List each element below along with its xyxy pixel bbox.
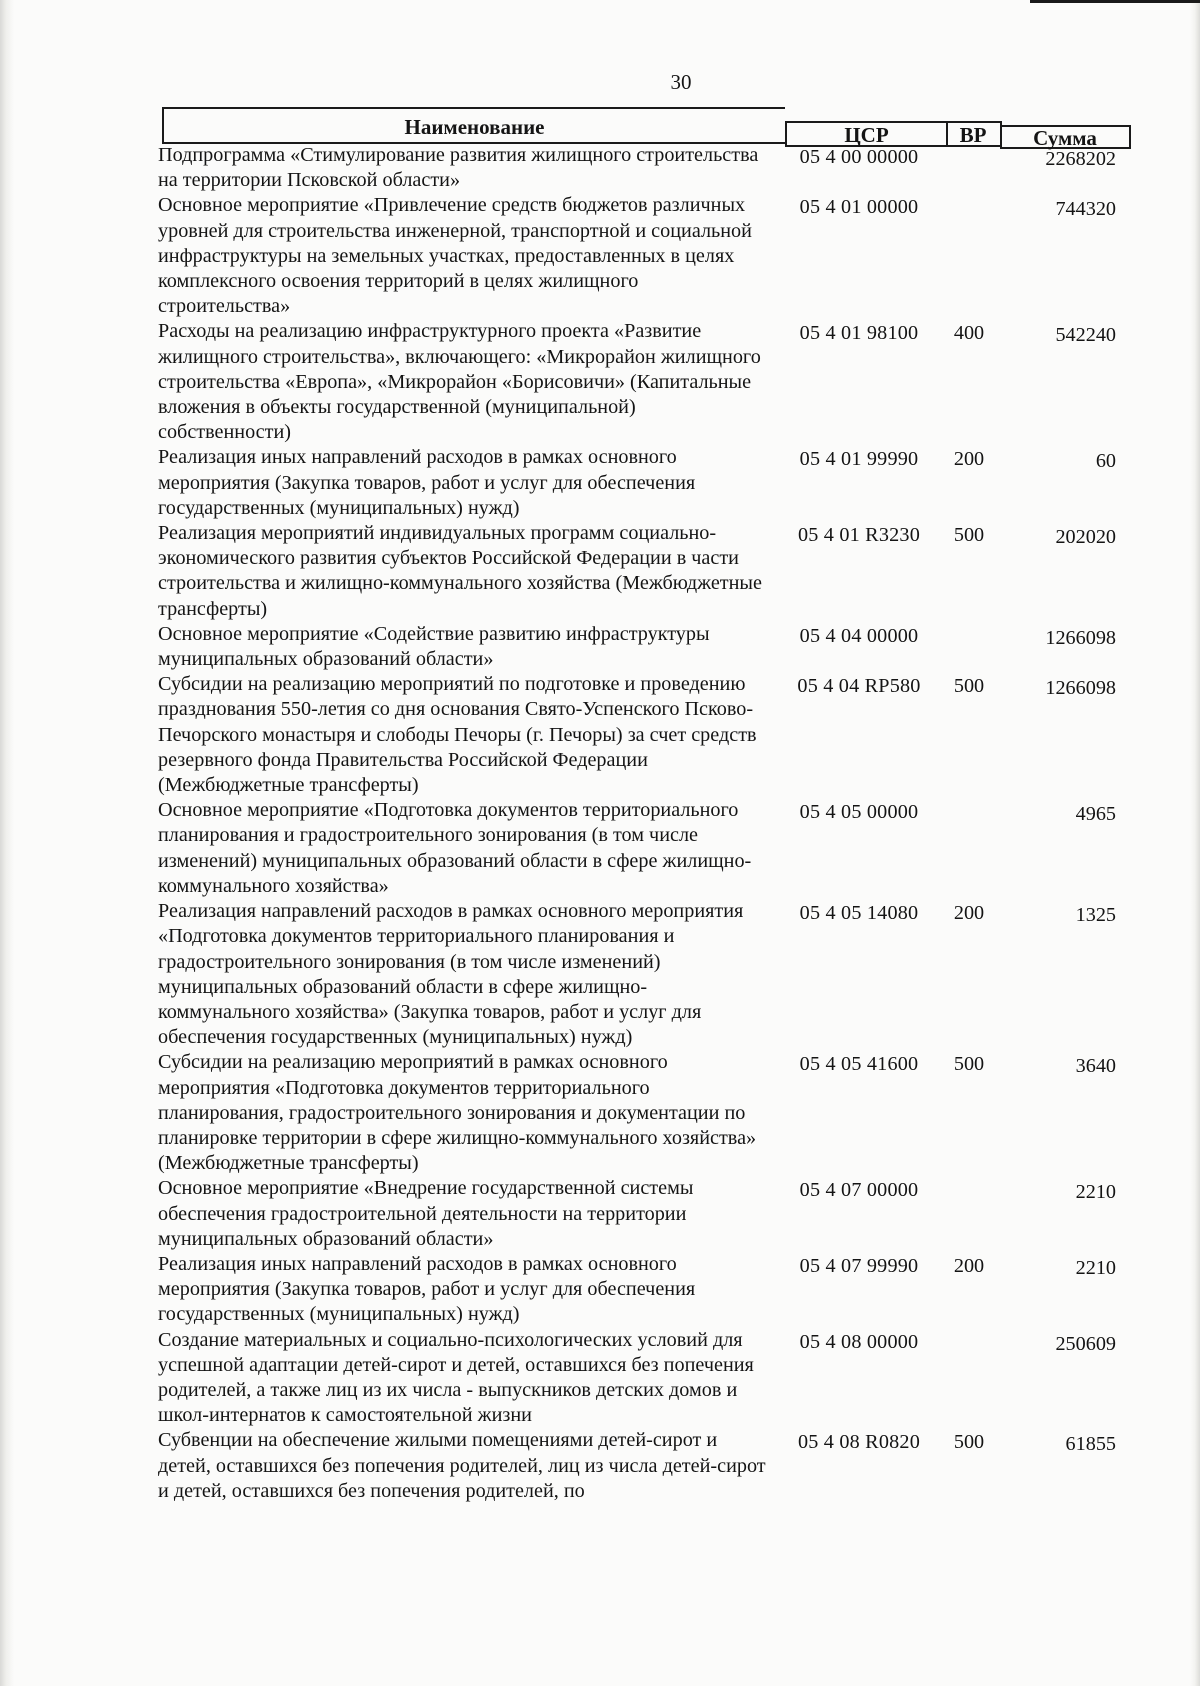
row-csr: 05 4 07 00000 — [799, 1179, 919, 1202]
row-csr: 05 4 07 99990 — [799, 1254, 919, 1277]
row-name: Реализация иных направлений расходов в рамках основного мероприятия (Закупка товаров, работ и услуг для обеспечения государственных (муниципальных) нужд) — [158, 446, 696, 519]
row-name: Основное мероприятие «Внедрение государственной системы обеспечения градостроительной деятельности на территории муниципальных образований области» — [158, 1177, 694, 1250]
row-csr: 05 4 08 00000 — [799, 1330, 919, 1353]
row-name: Реализация иных направлений расходов в рамках основного мероприятия (Закупка товаров, работ и услуг для обеспечения государственных (муниципальных) нужд) — [158, 1252, 696, 1326]
table-row — [158, 1252, 1138, 1328]
row-sum: 60 — [1095, 450, 1116, 473]
row-vr: 200 — [953, 902, 985, 925]
table-row — [158, 319, 1138, 445]
row-csr: 05 4 05 41600 — [799, 1053, 919, 1076]
table-row — [158, 798, 1138, 899]
row-csr: 05 4 00 00000 — [799, 146, 919, 168]
row-csr: 05 4 04 RP580 — [797, 675, 921, 698]
row-name: Основное мероприятие «Содействие развитию инфраструктуры муниципальных образований области» — [158, 622, 710, 671]
row-csr: 05 4 01 R3230 — [797, 524, 921, 547]
row-name: Субсидии на реализацию мероприятий по подготовке и проведению празднования 550-летия со дня основания Свято-Успенского Псково-Печорского монастыря и слободы Печоры (г. Печоры) за счет средств резервного фонда Правительства Российской Федерации (Межбюджетные трансферты) — [158, 673, 757, 797]
table-row — [158, 143, 1138, 193]
row-sum: 4965 — [1075, 803, 1116, 826]
row-name: Подпрограмма «Стимулирование развития жилищного строительства на территории Псковской области» — [158, 144, 759, 192]
table-row — [158, 1050, 1138, 1176]
row-vr — [940, 622, 998, 624]
row-sum: 2210 — [1075, 1181, 1116, 1204]
row-vr: 200 — [953, 1254, 985, 1277]
row-vr — [940, 193, 998, 195]
row-vr — [940, 798, 998, 800]
table-header — [162, 107, 1132, 150]
table-row — [158, 899, 1138, 1050]
column-header-csr: ЦСР — [785, 121, 948, 147]
row-sum: 61855 — [1065, 1433, 1116, 1456]
row-sum: 1266098 — [1045, 626, 1116, 649]
row-name: Основное мероприятие «Подготовка документов территориального планирования и градостроительного зонирования (в том числе изменений) муниципальных образований области в сфере жилищно-коммунального хозяйства» — [158, 799, 752, 897]
row-csr: 05 4 01 00000 — [799, 196, 919, 219]
row-vr: 500 — [953, 524, 985, 547]
row-vr: 200 — [953, 448, 985, 471]
row-csr: 05 4 01 99990 — [799, 448, 919, 471]
row-name: Субсидии на реализацию мероприятий в рамках основного мероприятия «Подготовка документов территориального планирования, градостроительного зонирования и документации по планировке территории в сфере жилищно-коммунального хозяйства» (Межбюджетные трансферты) — [158, 1051, 757, 1175]
row-vr: 500 — [953, 1431, 985, 1454]
budget-table-body — [158, 143, 1138, 1504]
table-row — [158, 672, 1138, 798]
row-name: Реализация мероприятий индивидуальных программ социально-экономического развития субъектов Российской Федерации в части строительства и жилищно-коммунального хозяйства (Межбюджетные трансферты) — [158, 522, 762, 620]
row-csr: 05 4 08 R0820 — [797, 1431, 921, 1454]
table-row — [158, 1328, 1138, 1429]
column-header-vr: ВР — [946, 121, 1002, 147]
row-csr: 05 4 05 14080 — [799, 902, 919, 925]
row-name: Субвенции на обеспечение жилыми помещениями детей-сирот и детей, оставшихся без попечения родителей, лиц из числа детей-сирот и детей, оставшихся без попечения родителей, по — [158, 1429, 766, 1502]
row-sum: 744320 — [1055, 198, 1116, 221]
row-name: Основное мероприятие «Привлечение средств бюджетов различных уровней для строительства инженерной, транспортной и социальной инфраструктуры на земельных участках, предоставленных в целях комплексного освоения территорий в целях жилищного строительства» — [158, 194, 752, 318]
row-sum: 3640 — [1075, 1055, 1116, 1078]
row-name: Реализация направлений расходов в рамках основного мероприятия «Подготовка документов территориального планирования и градостроительного зонирования (в том числе изменений) муниципальных образований области в сфере жилищно-коммунального хозяйства» (Закупка товаров, работ и услуг для обеспечения государственных (муниципальных) нужд) — [158, 900, 744, 1049]
table-row — [158, 521, 1138, 622]
row-sum: 2210 — [1075, 1256, 1116, 1279]
scan-edge-left — [0, 0, 14, 1686]
table-row — [158, 1428, 1138, 1504]
row-sum: 2268202 — [1045, 148, 1116, 170]
row-vr — [940, 143, 998, 145]
page-number: 30 — [670, 70, 692, 94]
row-vr: 500 — [953, 675, 985, 698]
column-header-sum: Сумма — [1000, 125, 1131, 149]
row-vr — [940, 1176, 998, 1178]
table-row — [158, 1176, 1138, 1252]
row-csr: 05 4 05 00000 — [799, 801, 919, 824]
row-sum: 202020 — [1055, 526, 1116, 549]
row-name: Расходы на реализацию инфраструктурного проекта «Развитие жилищного строительства», включающего: «Микрорайон жилищного строительства «Европа», «Микрорайон «Борисовичи» (Капитальные вложения в объекты государственной (муниципальной) собственности) — [158, 320, 761, 444]
column-header-name: Наименование — [162, 107, 785, 144]
row-name: Создание материальных и социально-психологических условий для успешной адаптации детей-сирот и детей, оставшихся без попечения родителей, а также лиц из их числа - выпускников детских домов и школ-интернатов к самостоятельной жизни — [158, 1328, 754, 1427]
row-vr — [940, 1328, 998, 1330]
row-sum: 1266098 — [1045, 677, 1116, 700]
table-row — [158, 445, 1138, 521]
row-sum: 1325 — [1075, 904, 1116, 927]
row-sum: 250609 — [1055, 1332, 1116, 1355]
row-sum: 542240 — [1055, 324, 1116, 347]
table-row — [158, 193, 1138, 319]
table-row — [158, 622, 1138, 672]
scan-top-rule — [1030, 0, 1200, 3]
row-csr: 05 4 01 98100 — [799, 322, 919, 345]
row-vr: 500 — [953, 1053, 985, 1076]
scan-edge-right — [1190, 0, 1200, 1686]
row-vr: 400 — [953, 322, 985, 345]
row-csr: 05 4 04 00000 — [799, 624, 919, 647]
